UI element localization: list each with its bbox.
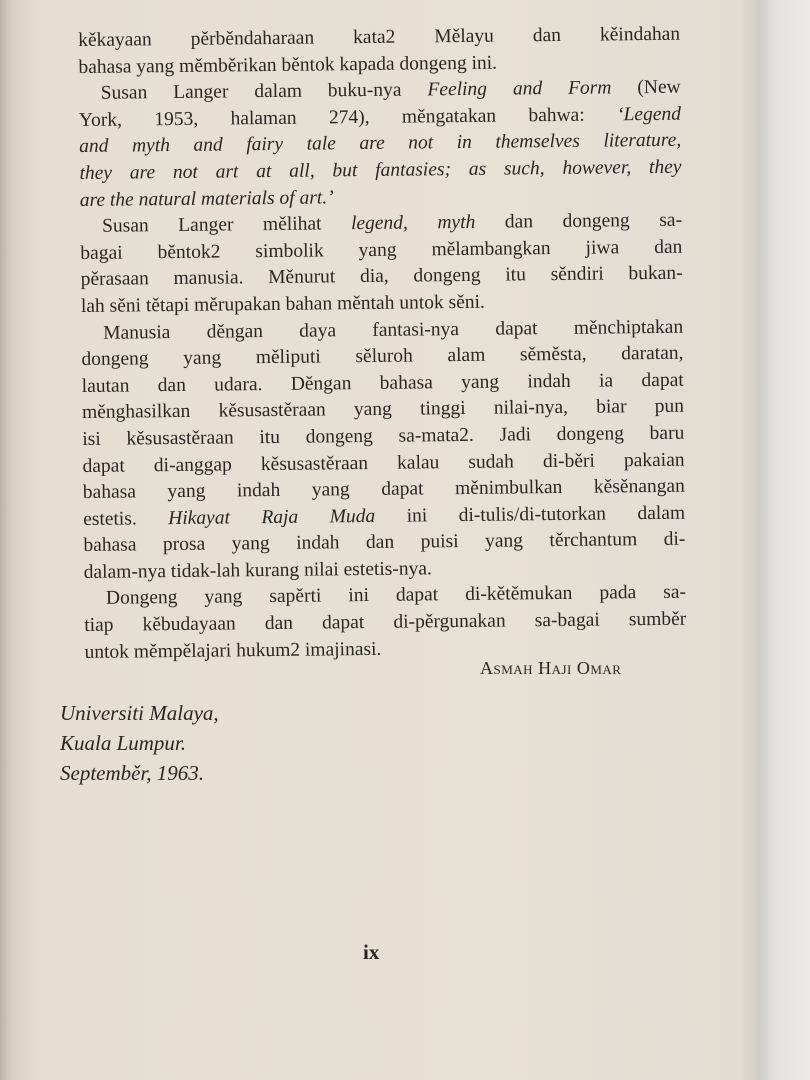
author-signature: Asmah Haji Omar [480,658,622,678]
text-segment: untok měmpělajari hukum2 imajinasi. [84,638,382,663]
text-segment: dongeng yang měliputi sěluroh alam sěměsta, daratan, [81,342,684,371]
text-segment: bahasa yang indah yang dapat měnimbulkan kěsěnangan [82,475,685,504]
body-text [78,22,687,667]
italic-text: and myth and fairy tale are not in themselves literature, [79,130,682,158]
date-line: Septemběr, 1963. [60,761,205,785]
italic-text: are the natural materials of art.’ [79,186,334,211]
italic-text: Hikayat Raja Muda [168,505,376,529]
text-segment: bahasa prosa yang indah dan puisi yang těrchantum di- [83,528,686,557]
italic-text: legend, myth [350,212,476,235]
text-segment: isi kěsusastěraan itu dongeng sa-mata2. Jadi dongeng baru [82,422,685,450]
text-segment: tiap kěbudayaan dan dapat di-pěrgunakan sa-bagai sumběr [84,608,687,637]
text-segment: ini di-tulis/di-tutorkan dalam [375,502,686,527]
text-segment: Dongeng yang sapěrti ini dapat di-kětěmukan pada sa- [105,582,687,610]
text-segment: bahasa yang měmběrikan běntok kapada dongeng ini. [78,52,498,78]
text-segment: estetis. [83,507,169,530]
text-segment: (New [611,76,681,99]
text-segment: Manusia děngan daya fantasi-nya dapat měnchiptakan [103,316,684,344]
page-number: ix [363,940,380,964]
text-segment: pěrasaan manusia. Měnurut dia, dongeng itu sěndiri bukan- [80,263,683,291]
text-segment: Susan Langer dalam buku-nya [100,79,428,104]
place-and-date [60,698,219,788]
text-segment: lautan dan udara. Děngan bahasa yang indah ia dapat [81,369,684,397]
text-segment: bagai běntok2 simbolik yang mělambangkan jiwa dan [80,236,683,264]
text-segment: dapat di-anggap kěsusastěraan kalau sudah di-běri pakaian [82,449,685,477]
text-segment: dan dongeng sa- [475,209,683,234]
text-segment: kěkayaan pěrběndaharaan kata2 Mělayu dan kěindahan [78,23,681,51]
place-line-university: Universiti Malaya, [60,701,219,725]
text-segment: lah sěni tětapi měrupakan bahan měntah untok sěni. [80,291,485,317]
text-segment: Susan Langer mělihat [101,213,352,237]
italic-text: ‘Legend [616,103,682,126]
italic-text: they are not art at all, but fantasies; as such, however, they [79,156,682,184]
text-segment: York, 1953, halaman 274), měngatakan bahwa: [78,104,618,131]
text-segment: měnghasilkan kěsusastěraan yang tinggi nilai-nya, biar pun [81,395,685,424]
italic-text: Feeling and Form [427,77,612,101]
place-line-city: Kuala Lumpur. [60,731,187,755]
text-segment: dalam-nya tidak-lah kurang nilai estetis-nya. [83,558,432,583]
